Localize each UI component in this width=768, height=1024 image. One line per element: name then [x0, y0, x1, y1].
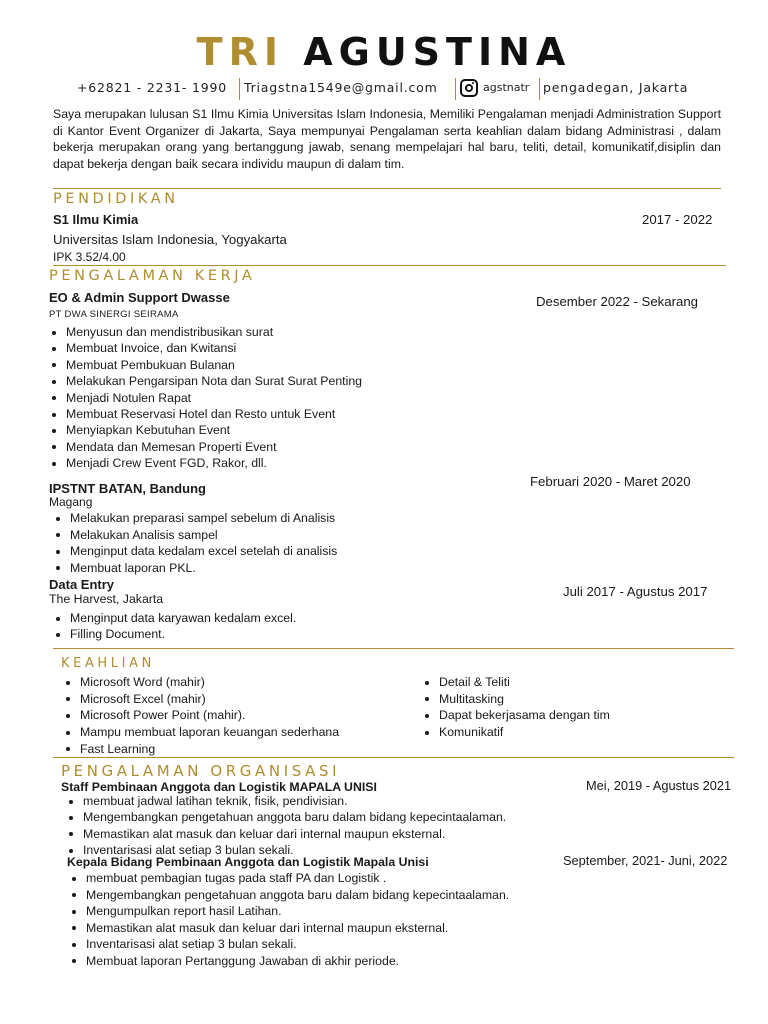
job-title: EO & Admin Support Dwasse	[49, 290, 230, 305]
list-item: Menjadi Crew Event FGD, Rakor, dll.	[49, 455, 362, 471]
list-item: Mengembangkan pengetahuan anggota baru dalam bidang kepecintaalaman.	[66, 809, 506, 825]
org-task-list	[69, 870, 509, 970]
education-school: Universitas Islam Indonesia, Yogyakarta	[53, 232, 287, 247]
list-item: Komunikatif	[422, 724, 610, 741]
job-task-list	[53, 510, 337, 576]
list-item: Membuat Invoice, dan Kwitansi	[49, 340, 362, 356]
first-name: TRI	[196, 30, 284, 74]
list-item: Melakukan Analisis sampel	[53, 527, 337, 544]
list-item: Filling Document.	[53, 626, 296, 642]
resume-name	[0, 28, 768, 76]
list-item: Menginput data kedalam excel setelah di analisis	[53, 543, 337, 560]
job-company: PT DWA SINERGI SEIRAMA	[49, 309, 179, 320]
list-item: Inventarisasi alat setiap 3 bulan sekali.	[66, 842, 506, 858]
education-degree: S1 Ilmu Kimia	[53, 212, 139, 227]
skills-heading: KEAHLIAN	[61, 656, 155, 671]
list-item: Multitasking	[422, 691, 610, 708]
job-company: The Harvest, Jakarta	[49, 592, 164, 606]
instagram-handle[interactable]: agstnatr	[483, 81, 530, 94]
list-item: Membuat Reservasi Hotel dan Resto untuk Event	[49, 406, 362, 422]
list-item: Melakukan Pengarsipan Nota dan Surat Surat Penting	[49, 373, 362, 389]
list-item: Menyusun dan mendistribusikan surat	[49, 324, 362, 340]
list-item: Mendata dan Memesan Properti Event	[49, 439, 362, 455]
job-title: Data Entry	[49, 577, 115, 592]
section-divider	[53, 188, 721, 189]
job-title: IPSTNT BATAN, Bandung	[49, 481, 206, 496]
education-period: 2017 - 2022	[642, 212, 713, 227]
skills-list-left	[63, 674, 339, 758]
email-address[interactable]: Triagstna1549e@gmail.com	[244, 80, 438, 95]
list-item: Mengumpulkan report hasil Latihan.	[69, 903, 509, 920]
job-period: Desember 2022 - Sekarang	[536, 294, 699, 309]
contact-divider	[455, 78, 456, 100]
section-divider	[53, 648, 734, 649]
skills-list-right	[422, 674, 610, 741]
list-item: Inventarisasi alat setiap 3 bulan sekali.	[69, 936, 509, 953]
contact-divider	[239, 78, 240, 100]
list-item: Membuat laporan Pertanggung Jawaban di akhir periode.	[69, 953, 509, 970]
organization-heading: PENGALAMAN ORGANISASI	[61, 762, 341, 780]
list-item: Mampu membuat laporan keuangan sederhana	[63, 724, 339, 741]
org-role-title: Staff Pembinaan Anggota dan Logistik MAPALA UNISI	[61, 780, 377, 794]
list-item: membuat pembagian tugas pada staff PA dan Logistik .	[69, 870, 509, 887]
org-role-period: Mei, 2019 - Agustus 2021	[586, 778, 732, 793]
list-item: Melakukan preparasi sampel sebelum di Analisis	[53, 510, 337, 527]
list-item: Microsoft Word (mahir)	[63, 674, 339, 691]
profile-summary: Saya merupakan lulusan S1 Ilmu Kimia Universitas Islam Indonesia, Memiliki Pengalaman menjadi Administration Support di Kantor Event Organizer di Jakarta, Saya mempunyai Pengalaman serta keahlian dalam bidang Administrasi , dalam bekerja merupakan orang yang bertanggung jawab, senang mempelajari hal baru, teliti, detail, komunikatif,disiplin dan dapat bekerja dengan baik secara individu maupun di dalam tim.	[53, 107, 721, 171]
instagram-icon	[460, 79, 478, 97]
contact-divider	[539, 78, 540, 100]
list-item: Menyiapkan Kebutuhan Event	[49, 422, 362, 438]
list-item: Memastikan alat masuk dan keluar dari internal maupun eksternal.	[66, 826, 506, 842]
list-item: Menginput data karyawan kedalam excel.	[53, 610, 296, 626]
section-divider	[53, 757, 734, 758]
list-item: Fast Learning	[63, 741, 339, 758]
list-item: Membuat laporan PKL.	[53, 560, 337, 577]
list-item: Membuat Pembukuan Bulanan	[49, 357, 362, 373]
list-item: membuat jadwal latihan teknik, fisik, pendivisian.	[66, 793, 506, 809]
location: pengadegan, Jakarta	[543, 80, 689, 95]
education-heading: PENDIDIKAN	[53, 191, 179, 207]
list-item: Mengembangkan pengetahuan anggota baru dalam bidang kepecintaalaman.	[69, 887, 509, 904]
list-item: Microsoft Power Point (mahir).	[63, 707, 339, 724]
job-period: Februari 2020 - Maret 2020	[530, 474, 691, 489]
education-gpa: IPK 3.52/4.00	[53, 250, 126, 264]
list-item: Dapat bekerjasama dengan tim	[422, 707, 610, 724]
org-task-list	[66, 793, 506, 859]
org-role-period: September, 2021- Juni, 2022	[563, 853, 728, 868]
list-item: Detail & Teliti	[422, 674, 610, 691]
list-item: Menjadi Notulen Rapat	[49, 390, 362, 406]
list-item: Microsoft Excel (mahir)	[63, 691, 339, 708]
last-name: AGUSTINA	[303, 30, 572, 74]
section-divider	[53, 265, 726, 266]
job-task-list	[53, 610, 296, 643]
job-task-list	[49, 324, 362, 472]
org-role-title: Kepala Bidang Pembinaan Anggota dan Logistik Mapala Unisi	[67, 855, 429, 869]
phone-number: +62821 - 2231- 1990	[77, 80, 228, 95]
job-period: Juli 2017 - Agustus 2017	[563, 584, 708, 599]
list-item: Memastikan alat masuk dan keluar dari internal maupun eksternal.	[69, 920, 509, 937]
experience-heading: PENGALAMAN KERJA	[49, 268, 256, 284]
job-company: Magang	[49, 495, 93, 509]
